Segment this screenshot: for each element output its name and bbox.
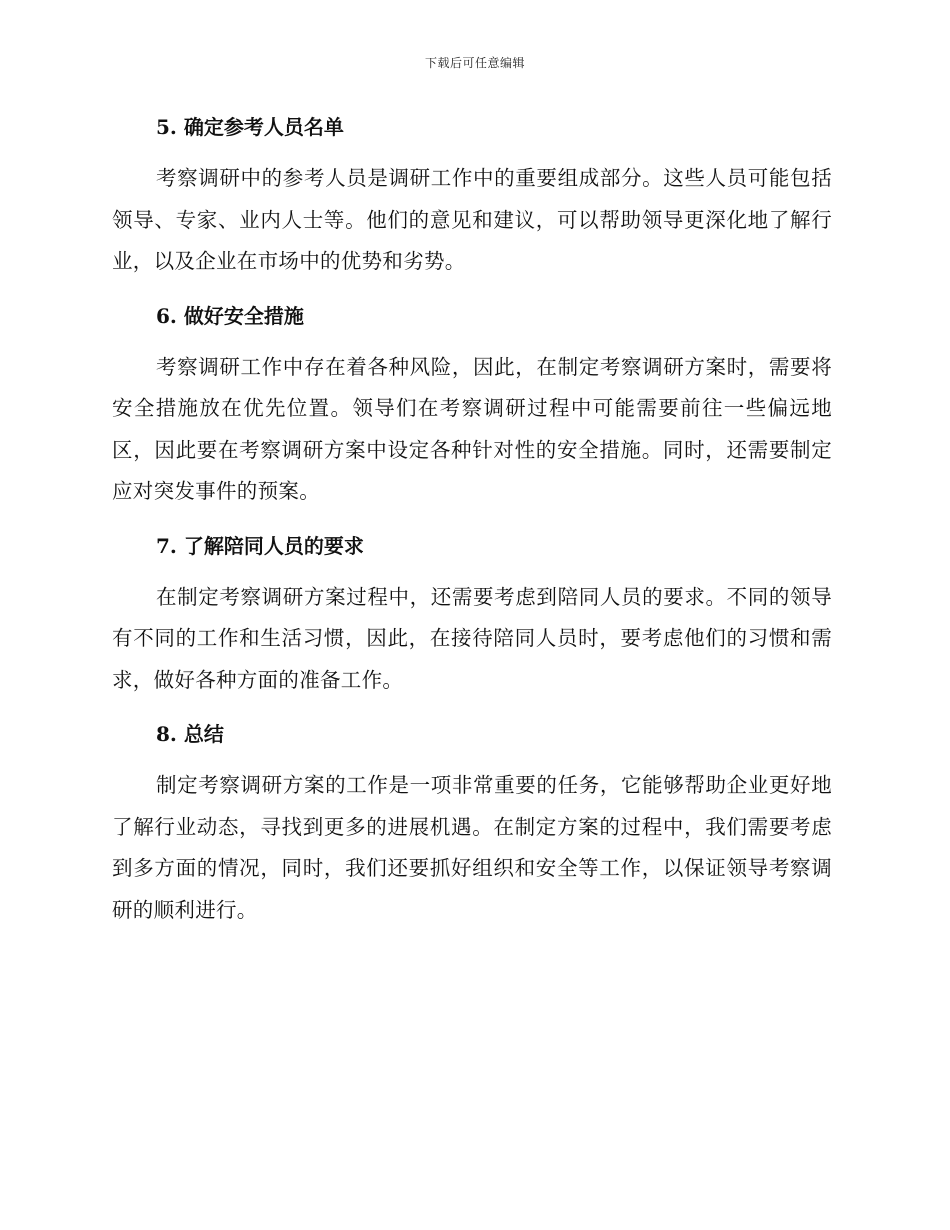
section-heading-8: 8. 总结 [156, 722, 224, 746]
section-paragraph-8: 制定考察调研方案的工作是一项非常重要的任务，它能够帮助企业更好地了解行业动态，寻找到更多的进展机遇。在制定方案的过程中，我们需要考虑到多方面的情况，同时，我们还要抓好组织和安全等工作，以保证领导考察调研的顺利进行。 [112, 773, 832, 922]
section-heading-6: 6. 做好安全措施 [156, 303, 304, 328]
section-paragraph-7: 在制定考察调研方案过程中，还需要考虑到陪同人员的要求。不同的领导有不同的工作和生活习惯，因此，在接待陪同人员时，要考虑他们的习惯和需求，做好各种方面的准备工作。 [112, 584, 832, 692]
section-paragraph-5: 考察调研中的参考人员是调研工作中的重要组成部分。这些人员可能包括领导、专家、业内人士等。他们的意见和建议，可以帮助领导更深化地了解行业，以及企业在市场中的优势和劣势。 [112, 166, 832, 273]
section-paragraph-6: 考察调研工作中存在着各种风险，因此，在制定考察调研方案时，需要将安全措施放在优先位置。领导们在考察调研过程中可能需要前往一些偏远地区，因此要在考察调研方案中设定各种针对性的安全措施。同时，还需要制定应对突发事件的预案。 [112, 354, 832, 503]
section-heading-5: 5. 确定参考人员名单 [156, 115, 344, 139]
header-note: 下载后可任意编辑 [424, 56, 525, 70]
section-heading-7: 7. 了解陪同人员的要求 [156, 533, 364, 558]
document-body [112, 108, 832, 945]
